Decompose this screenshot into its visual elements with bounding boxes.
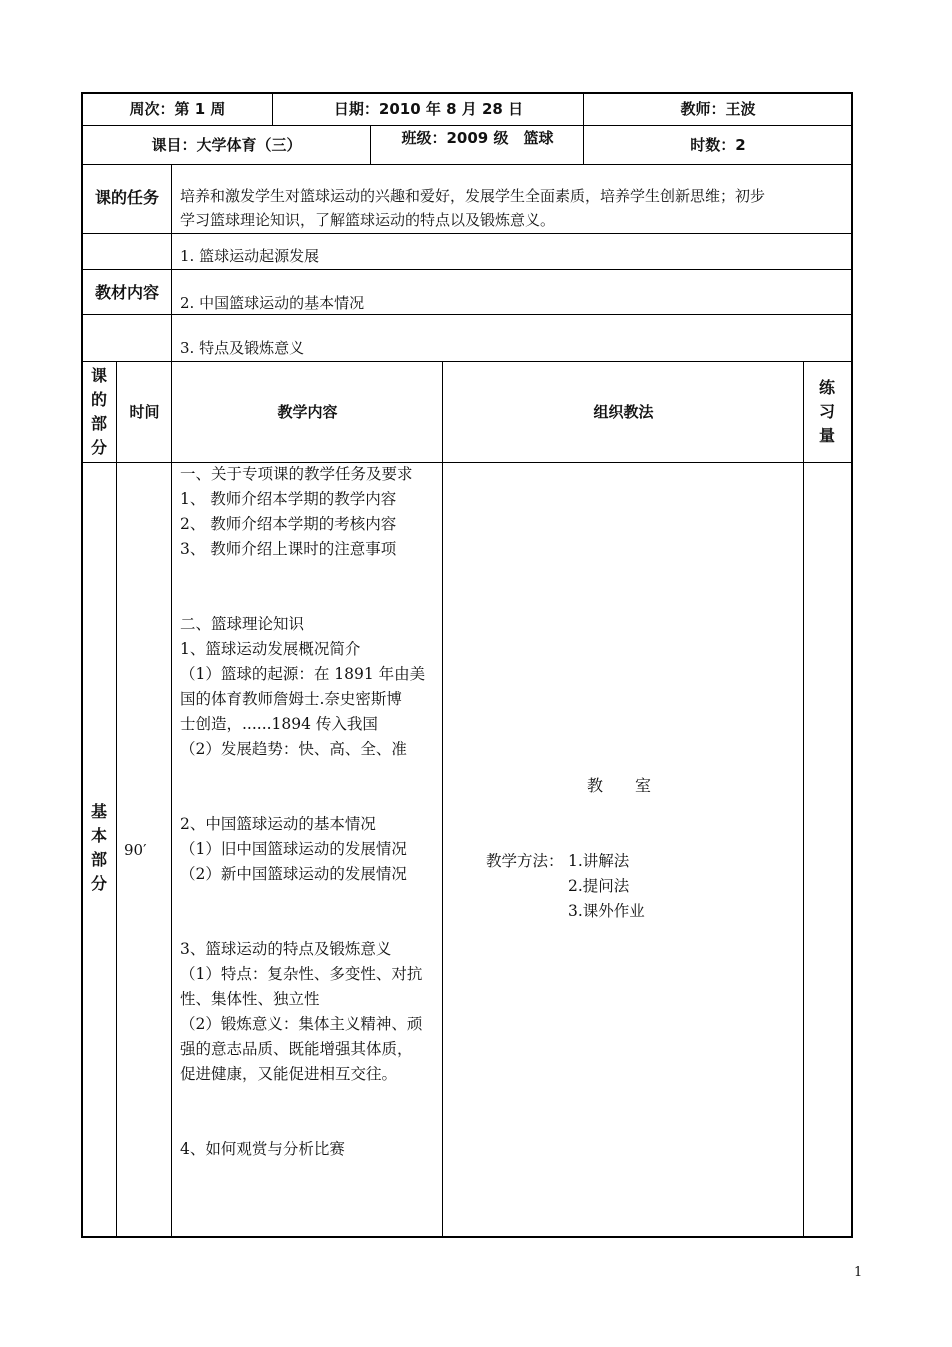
content-spacer — [180, 912, 425, 937]
course-cell: 课目：大学体育（三） — [151, 136, 302, 154]
week-cell: 周次：第 1 周 — [129, 100, 226, 118]
material-item-3: 3. 特点及锻炼意义 — [180, 339, 305, 357]
content-spacer — [180, 1087, 425, 1112]
content-spacer — [180, 1112, 425, 1137]
body-part-label: 基本部分 — [90, 802, 107, 893]
task-line-1: 培养和激发学生对篮球运动的兴趣和爱好，发展学生全面素质，培养学生创新思维；初步 — [180, 187, 766, 205]
material-item-1: 1. 篮球运动起源发展 — [180, 247, 320, 265]
method-header: 组织教法 — [593, 403, 654, 421]
method-place: 教 室 — [587, 776, 652, 795]
content-line: 3、 教师介绍上课时的注意事项 — [180, 540, 397, 558]
content-spacer — [180, 887, 425, 912]
content-line: （1）特点：复杂性、多变性、对抗 — [180, 965, 423, 983]
practice-header: 练习量 — [818, 378, 835, 445]
content-line: 促进健康，又能促进相互交往。 — [180, 1065, 398, 1083]
part-header: 课的部分 — [90, 366, 107, 457]
content-line: （1）旧中国篮球运动的发展情况 — [180, 840, 407, 858]
material-item-2: 2. 中国篮球运动的基本情况 — [180, 294, 365, 312]
task-line-2: 学习篮球理论知识，了解篮球运动的特点以及锻炼意义。 — [180, 211, 556, 229]
date-cell: 日期：2010 年 8 月 28 日 — [333, 100, 524, 118]
content-line: 强的意志品质、既能增强其体质， — [180, 1040, 413, 1058]
hours-cell: 时数：2 — [690, 136, 746, 154]
content-line: 1、 教师介绍本学期的教学内容 — [180, 490, 397, 508]
content-line: 士创造，......1894 传入我国 — [180, 715, 378, 733]
method-item-2: 2.提问法 — [568, 877, 630, 895]
content-line: 一、关于专项课的教学任务及要求 — [180, 465, 413, 483]
content-spacer — [180, 762, 425, 787]
method-label: 教学方法： — [486, 852, 564, 870]
materials-label: 教材内容 — [94, 283, 159, 302]
method-item-3: 3.课外作业 — [568, 902, 645, 920]
class-cell: 班级：2009 级 篮球 — [401, 129, 554, 147]
content-spacer — [180, 562, 425, 587]
content-line: （2）锻炼意义：集体主义精神、顽 — [180, 1015, 423, 1033]
body-time: 90′ — [124, 841, 147, 859]
content-line: 2、中国篮球运动的基本情况 — [180, 815, 376, 833]
teacher-cell: 教师：王波 — [680, 100, 756, 118]
content-header: 教学内容 — [277, 403, 338, 421]
content-line: （2）新中国篮球运动的发展情况 — [180, 865, 407, 883]
content-line: 1、篮球运动发展概况简介 — [180, 640, 361, 658]
content-spacer — [180, 587, 425, 612]
content-line: 2、 教师介绍本学期的考核内容 — [180, 515, 397, 533]
content-spacer — [180, 787, 425, 812]
content-line: 3、篮球运动的特点及锻炼意义 — [180, 940, 392, 958]
content-line: （1）篮球的起源：在 1891 年由美 — [180, 665, 426, 683]
method-item-1: 1.讲解法 — [568, 852, 630, 870]
task-label: 课的任务 — [94, 188, 159, 207]
content-line: （2）发展趋势：快、高、全、准 — [180, 740, 407, 758]
content-line: 国的体育教师詹姆士.奈史密斯博 — [180, 690, 402, 708]
time-header: 时间 — [129, 403, 160, 421]
content-line: 二、篮球理论知识 — [180, 615, 305, 633]
page-number: 1 — [854, 1265, 863, 1280]
content-line: 性、集体性、独立性 — [180, 990, 320, 1008]
teaching-content — [180, 462, 425, 1162]
content-line: 4、如何观赏与分析比赛 — [180, 1140, 345, 1158]
